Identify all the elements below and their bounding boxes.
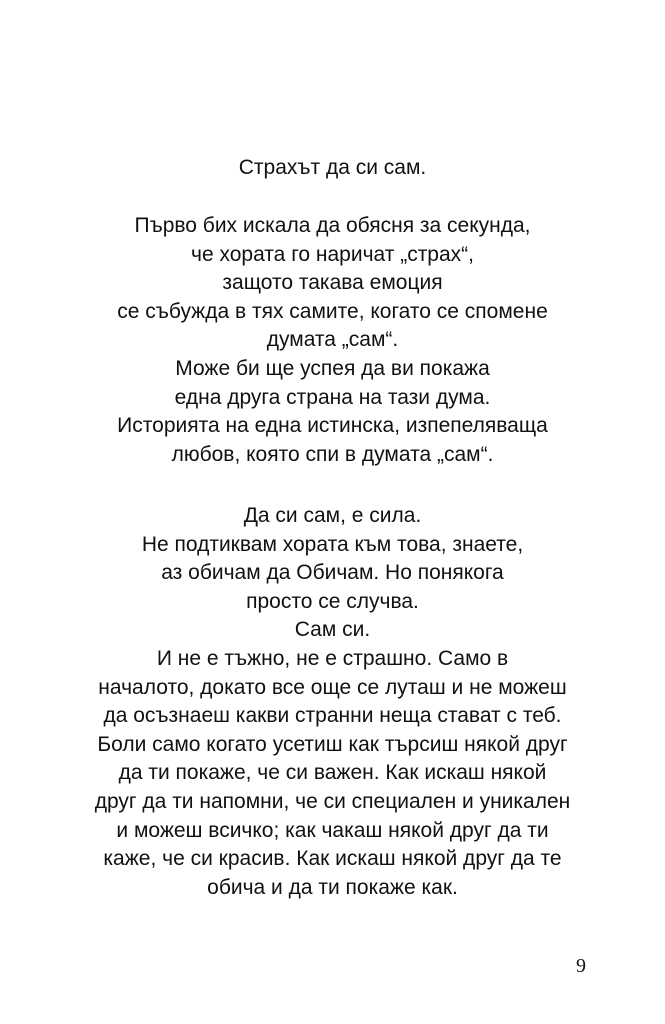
paragraph-line: Да си сам, е сила.: [243, 504, 422, 527]
paragraph-line: защото такава емоция: [222, 271, 443, 295]
paragraph-line: Боли само когато усетиш как търсиш някой друг: [97, 732, 568, 756]
page-number: 9: [576, 955, 586, 977]
chapter-title: Страхът да си сам.: [238, 156, 427, 179]
chapter-title-block: [40, 154, 625, 183]
paragraph-line: началото, докато все още се луташ и не можеш: [98, 675, 567, 699]
paragraph-line: И не е тъжно, не е страшно. Само в: [156, 646, 509, 670]
paragraph-line: любов, която спи в думата „сам“.: [171, 442, 494, 466]
paragraph-line: Може би ще успея да ви покажа: [175, 356, 490, 380]
paragraph-1: [40, 212, 625, 469]
paragraph-line: каже, че си красив. Как искаш някой друг да те: [103, 847, 562, 871]
paragraph-line: Не подтиквам хората към това, знаете,: [141, 532, 524, 556]
paragraph-line: да ти покаже, че си важен. Как искаш някой: [118, 761, 547, 785]
paragraph-line: обича и да ти покаже как.: [207, 875, 458, 899]
paragraph-line: да осъзнаеш какви странни неща стават с теб.: [103, 704, 562, 728]
paragraph-line: просто се случва.: [246, 589, 419, 613]
paragraph-line: се събужда в тях самите, когато се спомене: [117, 299, 548, 323]
paragraph-line: Сам си.: [294, 618, 371, 642]
paragraph-line: една друга страна на тази дума.: [174, 385, 491, 409]
paragraph-line: думата „сам“.: [266, 328, 399, 352]
paragraph-line: Историята на една истинска, изпепеляваща: [117, 414, 548, 438]
paragraph-line: Първо бих искала да обясня за секунда,: [134, 214, 531, 237]
paragraph-2: [40, 502, 625, 902]
paragraph-line: че хората го наричат „страх“,: [191, 242, 474, 266]
paragraph-line: и можеш всичко; как чакаш някой друг да ти: [116, 818, 549, 842]
paragraph-line: друг да ти напомни, че си специален и уникален: [94, 789, 571, 813]
paragraph-line: аз обичам да Обичам. Но понякога: [161, 561, 504, 585]
